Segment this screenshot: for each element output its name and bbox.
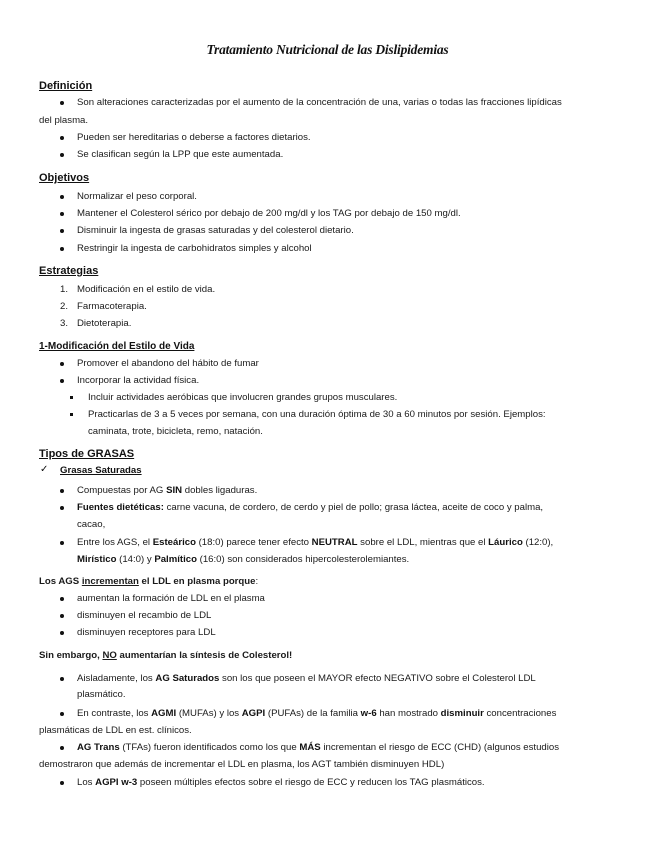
page-title: Tratamiento Nutricional de las Dislipidemias	[206, 42, 449, 57]
tipos-item-2-cont: cacao,	[77, 519, 106, 530]
ags-heading: Los AGS incrementan el LDL en plasma porque:	[39, 576, 259, 587]
estrategias-item-3: Dietoterapia.	[77, 318, 132, 329]
bullet-icon	[60, 677, 64, 681]
checkmark-icon: ✓	[40, 464, 49, 475]
modificacion-item-2: Incorporar la actividad física.	[77, 375, 200, 386]
bullet-icon	[60, 195, 64, 199]
tipos-item-3: Entre los AGS, el Esteárico (18:0) parece tener efecto NEUTRAL sobre el LDL, mientras que el Láurico (12:0),	[77, 537, 554, 548]
list-number: 3.	[60, 318, 69, 329]
objetivos-item-1: Normalizar el peso corporal.	[77, 191, 197, 202]
grasas-saturadas-label: Grasas Saturadas	[60, 465, 142, 476]
heading-modificacion: 1-Modificación del Estilo de Vida	[39, 341, 195, 352]
bullet-icon	[60, 362, 64, 366]
tipos-item-1: Compuestas por AG SIN dobles ligaduras.	[77, 485, 258, 496]
objetivos-item-4: Restringir la ingesta de carbohidratos simples y alcohol	[77, 243, 312, 254]
square-bullet-icon	[70, 413, 73, 416]
heading-objetivos: Objetivos	[39, 172, 90, 184]
objetivos-item-3: Disminuir la ingesta de grasas saturadas y del colesterol dietario.	[77, 225, 354, 236]
estrategias-item-1: Modificación en el estilo de vida.	[77, 284, 216, 295]
ags-item-2: disminuyen el recambio de LDL	[77, 610, 212, 621]
bullet-icon	[60, 489, 64, 493]
bullet-icon	[60, 712, 64, 716]
modificacion-sub-2-cont: caminata, trote, bicicleta, remo, natación.	[88, 426, 263, 437]
bullet-icon	[60, 153, 64, 157]
definicion-item-2: Pueden ser hereditarias o deberse a factores dietarios.	[77, 132, 311, 143]
sin-embargo-p3-cont: demostraron que además de incrementar el LDL en plasma, los AGT también disminuyen HDL)	[39, 759, 445, 770]
bullet-icon	[60, 541, 64, 545]
bullet-icon	[60, 136, 64, 140]
list-number: 2.	[60, 301, 69, 312]
sin-embargo-p1-cont: plasmático.	[77, 689, 126, 700]
modificacion-item-1: Promover el abandono del hábito de fumar	[77, 358, 259, 369]
definicion-item-3: Se clasifican según la LPP que este aumentada.	[77, 149, 284, 160]
definicion-item-1: Son alteraciones caracterizadas por el aumento de la concentración de una, varias o todas las fracciones lipídicas	[77, 97, 562, 108]
bullet-icon	[60, 614, 64, 618]
sin-embargo-heading: Sin embargo, NO aumentarían la síntesis de Colesterol!	[39, 650, 293, 661]
modificacion-sub-1: Incluir actividades aeróbicas que involucren grandes grupos musculares.	[88, 392, 398, 403]
heading-estrategias: Estrategias	[39, 265, 99, 277]
objetivos-item-2: Mantener el Colesterol sérico por debajo de 200 mg/dl y los TAG por debajo de 150 mg/dl.	[77, 208, 461, 219]
bullet-icon	[60, 631, 64, 635]
heading-definicion: Definición	[39, 80, 93, 92]
modificacion-sub-2: Practicarlas de 3 a 5 veces por semana, con una duración óptima de 30 a 60 minutos por sesión. Ejemplos:	[88, 409, 546, 420]
tipos-item-3-cont: Mirístico (14:0) y Palmítico (16:0) son considerados hipercolesterolemiantes.	[77, 554, 410, 565]
sin-embargo-p3: AG Trans (TFAs) fueron identificados como los que MÁS incrementan el riesgo de ECC (CHD) (algunos estudios	[77, 742, 560, 753]
bullet-icon	[60, 247, 64, 251]
sin-embargo-p4: Los AGPI w-3 poseen múltiples efectos sobre el riesgo de ECC y reducen los TAG plasmáticos.	[77, 777, 485, 788]
bullet-icon	[60, 746, 64, 750]
estrategias-item-2: Farmacoterapia.	[77, 301, 147, 312]
sin-embargo-p2: En contraste, los AGMI (MUFAs) y los AGPI (PUFAs) de la familia w-6 han mostrado disminuir concentraciones	[77, 708, 557, 719]
square-bullet-icon	[70, 396, 73, 399]
sin-embargo-p2-cont: plasmáticas de LDL en est. clínicos.	[39, 725, 192, 736]
ags-item-1: aumentan la formación de LDL en el plasma	[77, 593, 265, 604]
tipos-item-2: Fuentes dietéticas: carne vacuna, de cordero, de cerdo y piel de pollo; grasa láctea, aceite de coco y palma,	[77, 502, 544, 513]
bullet-icon	[60, 781, 64, 785]
ags-item-3: disminuyen receptores para LDL	[77, 627, 216, 638]
list-number: 1.	[60, 284, 69, 295]
bullet-icon	[60, 229, 64, 233]
bullet-icon	[60, 506, 64, 510]
heading-tipos-grasas: Tipos de GRASAS	[39, 448, 135, 460]
definicion-item-1-cont: del plasma.	[39, 115, 89, 126]
bullet-icon	[60, 597, 64, 601]
bullet-icon	[60, 101, 64, 105]
bullet-icon	[60, 212, 64, 216]
bullet-icon	[60, 379, 64, 383]
sin-embargo-p1: Aisladamente, los AG Saturados son los que poseen el MAYOR efecto NEGATIVO sobre el Colesterol LDL	[77, 673, 536, 684]
